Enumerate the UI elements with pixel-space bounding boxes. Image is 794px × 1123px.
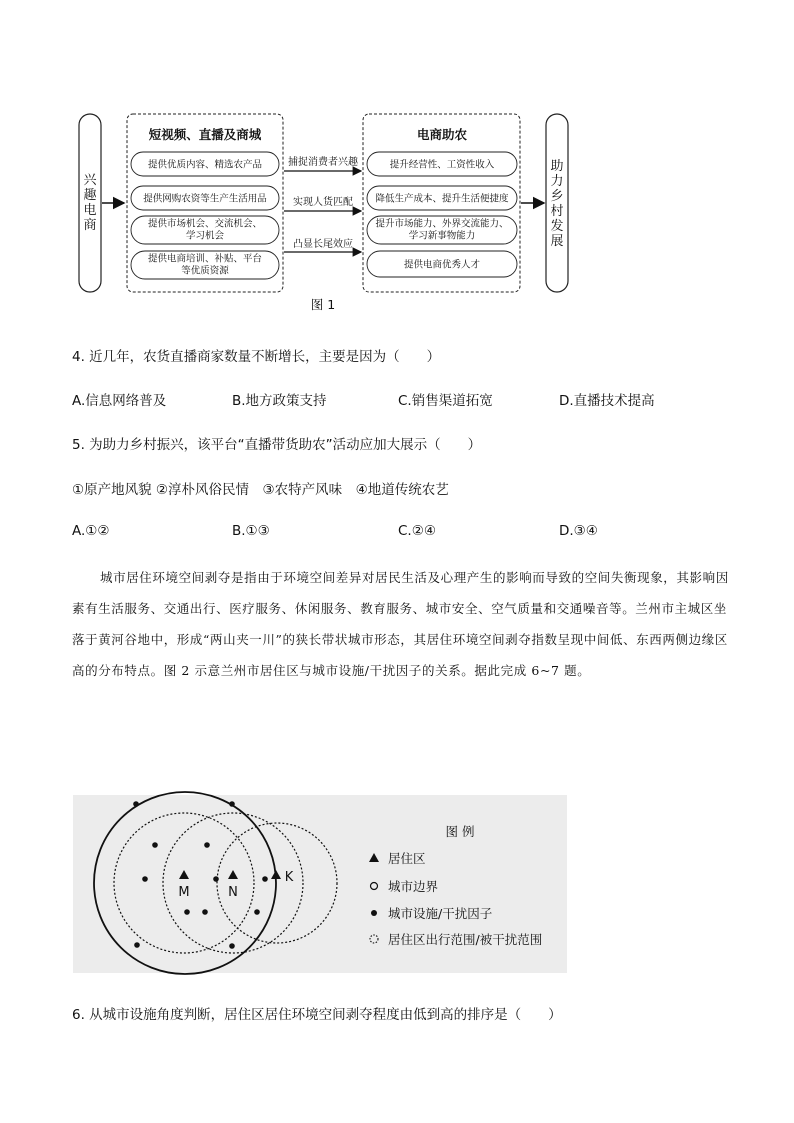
legend-dot-icon [371,910,377,916]
facility-dot [152,842,158,848]
box-ecommerce-title: 电商助农 [416,127,468,142]
figure-1-caption: 图 1 [310,297,336,312]
q4-option-b[interactable]: B.地方政策支持 [232,393,327,409]
arrow-label-3: 凸显长尾效应 [293,239,353,250]
facility-dot [213,876,219,882]
facility-dot [184,909,190,915]
facility-dot [133,801,139,807]
legend-item-boundary: 城市边界 [388,879,439,894]
q4-option-a[interactable]: A.信息网络普及 [72,393,167,409]
label-k: K [284,870,294,885]
q4-option-d[interactable]: D.直播技术提高 [559,393,655,409]
label-m: M [178,885,190,900]
pill-item-text: 提升市场能力、外界交流能力、 [375,218,509,230]
q4-option-c[interactable]: C.销售渠道拓宽 [398,393,493,409]
legend-item-facility: 城市设施/干扰因子 [388,906,493,921]
facility-dot [134,942,140,948]
pill-item-text: 提供优质内容、精选农产品 [147,159,263,171]
pill-item-text: 提供电商优秀人才 [403,259,481,271]
right-pill-text: 助力乡村发展 [550,159,564,249]
q5-option-a[interactable]: A.①② [72,523,110,539]
left-pill-text: 兴趣电商 [83,173,97,233]
facility-dot [142,876,148,882]
arrow-label-2: 实现人货匹配 [293,197,353,208]
legend-title: 图 例 [445,824,475,839]
q6-stem: 6. 从城市设施角度判断，居住区居住环境空间剥夺程度由低到高的排序是（ ） [72,1007,562,1023]
facility-dot [202,909,208,915]
pill-item-text: 提供电商培训、补贴、平台 [147,253,263,265]
pill-item-text: 降低生产成本、提升生活便捷度 [375,193,509,205]
facility-dot [204,842,210,848]
pill-item-text: 提供市场机会、交流机会、 [147,218,263,230]
q5-option-d[interactable]: D.③④ [559,523,598,539]
facility-dot [229,943,235,949]
pill-item-text: 提供网购农资等生产生活用品 [143,193,267,205]
q5-stem: 5. 为助力乡村振兴，该平台“直播带货助农”活动应加大展示（ ） [72,437,482,453]
legend-item-residential: 居住区 [388,851,426,866]
pill-item-text: 提升经营性、工资性收入 [389,159,495,171]
passage: 城市居住环境空间剥夺是指由于环境空间差异对居民生活及心理产生的影响而导致的空间失衡现象，其影响因素有生活服务、交通出行、医疗服务、休闲服务、教育服务、城市安全、空气质量和交通噪音等。兰州市主城区坐落于黄河谷地中，形成“两山夹一川”的狭长带状城市形态，其居住环境空间剥夺指数呈现中间低、东西两侧边缘区高的分布特点。图 2 示意兰州市居住区与城市设施/干扰因子的关系。据此完成 6~7 题。 [72,570,729,678]
pill-item-text: 等优质资源 [181,265,229,277]
facility-dot [254,909,260,915]
arrow-label-1: 捕捉消费者兴趣 [288,157,358,168]
pill-item-text: 学习机会 [185,230,225,242]
facility-dot [229,801,235,807]
box-platform-title: 短视频、直播及商城 [148,127,262,142]
q5-items: ①原产地风貌 ②淳朴风俗民情 ③农特产风味 ④地道传统农艺 [72,482,449,498]
q4-stem: 4. 近几年，农货直播商家数量不断增长，主要是因为（ ） [72,349,441,365]
facility-dot [262,876,268,882]
q5-option-b[interactable]: B.①③ [232,523,270,539]
legend-item-range: 居住区出行范围/被干扰范围 [388,932,543,947]
pill-item-text: 学习新事物能力 [408,230,476,242]
q5-option-c[interactable]: C.②④ [398,523,436,539]
label-n: N [228,885,238,900]
